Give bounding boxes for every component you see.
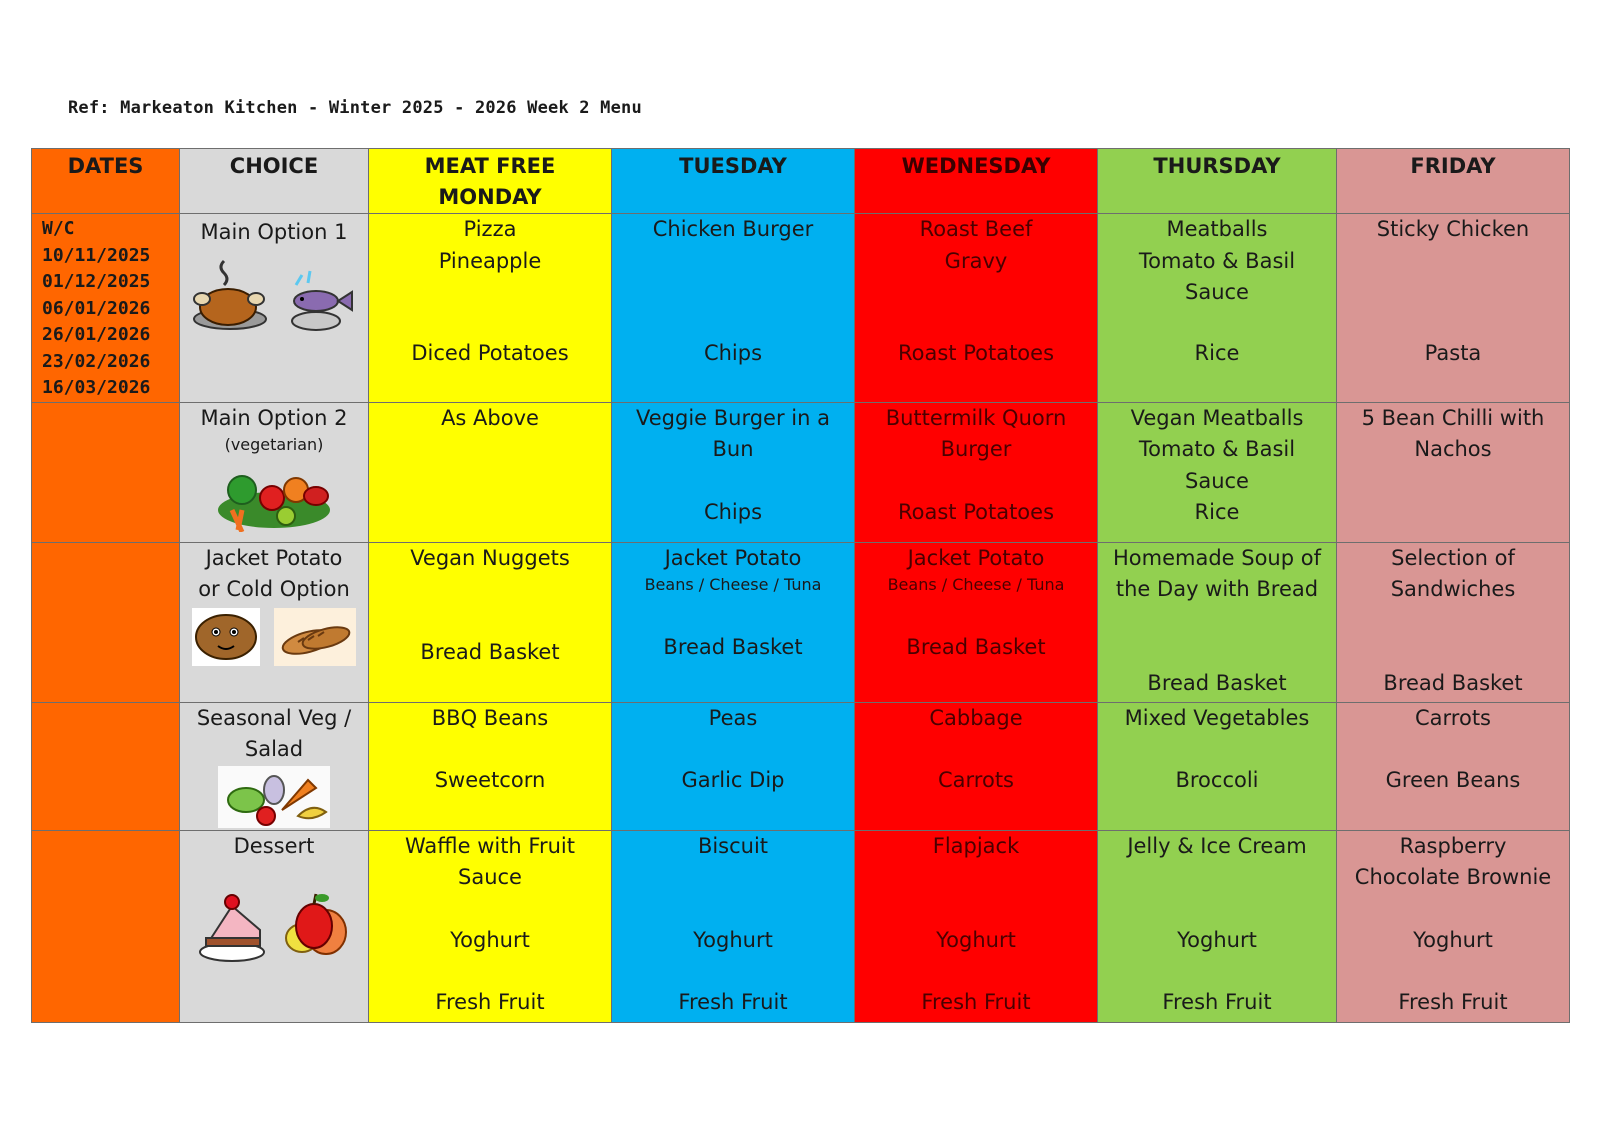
dates-cell-empty [32,542,180,702]
tuesday-main-1: Chicken Burger Chips [612,214,855,403]
thursday-veg: Mixed Vegetables Broccoli [1098,702,1337,830]
wednesday-main-1: Roast Beef Gravy Roast Potatoes [855,214,1098,403]
bread-icon [274,608,356,666]
thursday-main-1: Meatballs Tomato & Basil Sauce Rice [1098,214,1337,403]
header-row [32,149,1570,214]
dates-cell [32,214,180,403]
friday-main-1: Sticky Chicken Pasta [1337,214,1570,403]
dates-cell-empty [32,830,180,1022]
fish-icon [282,255,356,335]
wednesday-dessert: Flapjack Yoghurt Fresh Fruit [855,830,1098,1022]
header-friday: FRIDAY [1337,149,1570,214]
roast-chicken-icon [192,255,268,335]
choice-dessert: Dessert [180,830,369,1022]
potato-icon [192,608,260,666]
vegetables-icon [212,460,336,532]
header-choice: CHOICE [180,149,369,214]
header-thursday: THURSDAY [1098,149,1337,214]
monday-main-2: As Above [369,402,612,542]
friday-dessert: Raspberry Chocolate Brownie Yoghurt Fresh Fruit [1337,830,1570,1022]
friday-jacket: Selection of Sandwiches Bread Basket [1337,542,1570,702]
thursday-main-2: Vegan Meatballs Tomato & Basil Sauce Rice [1098,402,1337,542]
header-dates: DATES [32,149,180,214]
tuesday-jacket: Jacket Potato Beans / Cheese / Tuna Bread Basket [612,542,855,702]
friday-veg: Carrots Green Beans [1337,702,1570,830]
thursday-jacket: Homemade Soup of the Day with Bread Bread Basket [1098,542,1337,702]
wednesday-veg: Cabbage Carrots [855,702,1098,830]
dates-cell-empty [32,702,180,830]
wednesday-main-2: Buttermilk Quorn Burger Roast Potatoes [855,402,1098,542]
row-seasonal-veg [32,702,1570,830]
row-main-option-2 [32,402,1570,542]
tuesday-veg: Peas Garlic Dip [612,702,855,830]
date-list: W/C 10/11/2025 01/12/2025 06/01/2026 26/01/2026 23/02/2026 16/03/2026 [42,218,151,398]
monday-veg: BBQ Beans Sweetcorn [369,702,612,830]
dates-cell-empty [32,402,180,542]
header-wednesday: WEDNESDAY [855,149,1098,214]
salad-icon [218,766,330,828]
monday-jacket: Vegan Nuggets Bread Basket [369,542,612,702]
thursday-dessert: Jelly & Ice Cream Yoghurt Fresh Fruit [1098,830,1337,1022]
row-main-option-1 [32,214,1570,403]
weekly-menu-table [31,148,1570,1023]
choice-main-option-1: Main Option 1 [180,214,369,403]
row-dessert [32,830,1570,1022]
friday-main-2: 5 Bean Chilli with Nachos [1337,402,1570,542]
choice-jacket-potato: Jacket Potato or Cold Option [180,542,369,702]
header-monday: MEAT FREE MONDAY [369,149,612,214]
header-tuesday: TUESDAY [612,149,855,214]
choice-main-option-2: Main Option 2 (vegetarian) [180,402,369,542]
menu-reference: Ref: Markeaton Kitchen - Winter 2025 - 2026 Week 2 Menu [68,98,642,118]
cake-icon [198,890,266,964]
wednesday-jacket: Jacket Potato Beans / Cheese / Tuna Bread Basket [855,542,1098,702]
monday-main-1: Pizza Pineapple Diced Potatoes [369,214,612,403]
row-jacket-potato [32,542,1570,702]
choice-seasonal-veg: Seasonal Veg / Salad [180,702,369,830]
tuesday-main-2: Veggie Burger in a Bun Chips [612,402,855,542]
tuesday-dessert: Biscuit Yoghurt Fresh Fruit [612,830,855,1022]
monday-dessert: Waffle with Fruit Sauce Yoghurt Fresh Fruit [369,830,612,1022]
fruit-icon [280,890,350,964]
